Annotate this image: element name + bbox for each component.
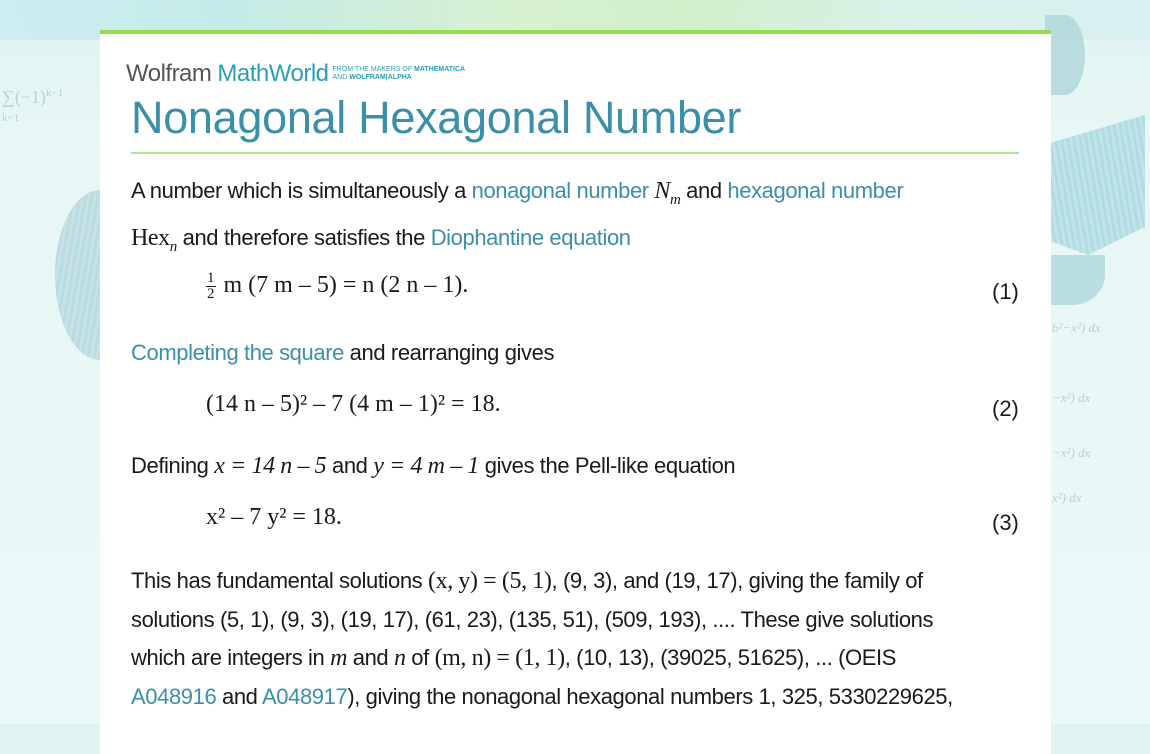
link-diophantine-equation[interactable]: Diophantine equation	[430, 225, 631, 251]
intro-paragraph: A number which is simultaneously a nonagonal number $N_m$ and hexagonal number Hex$_n$ and therefore satisfies the Diophantine equation	[131, 178, 904, 256]
math-Hex-n: Hex$_n$	[131, 225, 177, 256]
background-formula-decoration: −x²) dx	[1052, 445, 1091, 460]
title-divider	[131, 152, 1019, 154]
solutions-paragraph: This has fundamental solutions (x, y) = (5, 1), (9, 3), and (19, 17), giving the family of solutions (5, 1), (9, 3), (19, 17), (61, 23), (135, 51), (509, 193), .... These give solutions which are integers in m and n of (m, n) = (1, 1), (10, 13), (39025, 51625), ... (OEIS A048916 and A048917), giving the nonagonal hexagonal numbers 1, 325, 5330229625,	[131, 568, 953, 709]
equation-1: $\frac{1}{2}$ m (7 m – 5) = n (2 n – 1).	[207, 270, 469, 302]
math-y-definition: y = 4 m – 1	[373, 453, 480, 479]
link-nonagonal-number[interactable]: nonagonal number	[471, 178, 649, 203]
equation-2: (14 n – 5)² – 7 (4 m – 1)² = 18.	[206, 391, 501, 417]
equation-number-2: (2)	[992, 396, 1019, 421]
background-formula-decoration: −x²) dx	[1052, 390, 1091, 405]
mathworld-logo[interactable]	[126, 60, 465, 88]
equation-number-3: (3)	[992, 510, 1019, 535]
background-formula-decoration: x²) dx	[1052, 490, 1082, 505]
background-surface-decoration	[1045, 15, 1085, 95]
article-card	[100, 30, 1051, 754]
background-surface-decoration	[1050, 255, 1105, 305]
math-N-m: $N_m$	[654, 178, 681, 208]
link-oeis-a048917[interactable]: A048917	[262, 683, 348, 709]
logo-mathworld-text: MathWorld	[217, 60, 329, 87]
link-oeis-a048916[interactable]: A048916	[131, 683, 217, 709]
link-completing-the-square[interactable]: Completing the square	[131, 340, 344, 365]
equation-number-1: (1)	[992, 279, 1019, 304]
equation-3: x² – 7 y² = 18.	[206, 504, 342, 530]
logo-wolfram-text: Wolfram	[126, 60, 212, 87]
background-surface-decoration	[1050, 115, 1145, 255]
math-xy-solution: (x, y) = (5, 1)	[428, 568, 552, 594]
background-formula-decoration: b²−x²) dx	[1052, 320, 1101, 335]
logo-tagline: FROM THE MAKERS OF MATHEMATICA AND WOLFRAM|ALPHA	[332, 66, 466, 81]
background-formula-decoration: $\sum(-1)^{k-1}$ k=1	[2, 87, 64, 124]
link-hexagonal-number[interactable]: hexagonal number	[727, 178, 904, 203]
completing-paragraph: Completing the square and rearranging gives	[131, 340, 555, 365]
math-x-definition: x = 14 n – 5	[214, 453, 327, 479]
fraction-one-half: $\frac{1}{2}$	[207, 270, 215, 302]
page-title: Nonagonal Hexagonal Number	[131, 92, 742, 143]
defining-paragraph: Defining x = 14 n – 5 and y = 4 m – 1 gives the Pell-like equation	[131, 453, 736, 479]
math-mn-solution: (m, n) = (1, 1)	[434, 645, 565, 671]
